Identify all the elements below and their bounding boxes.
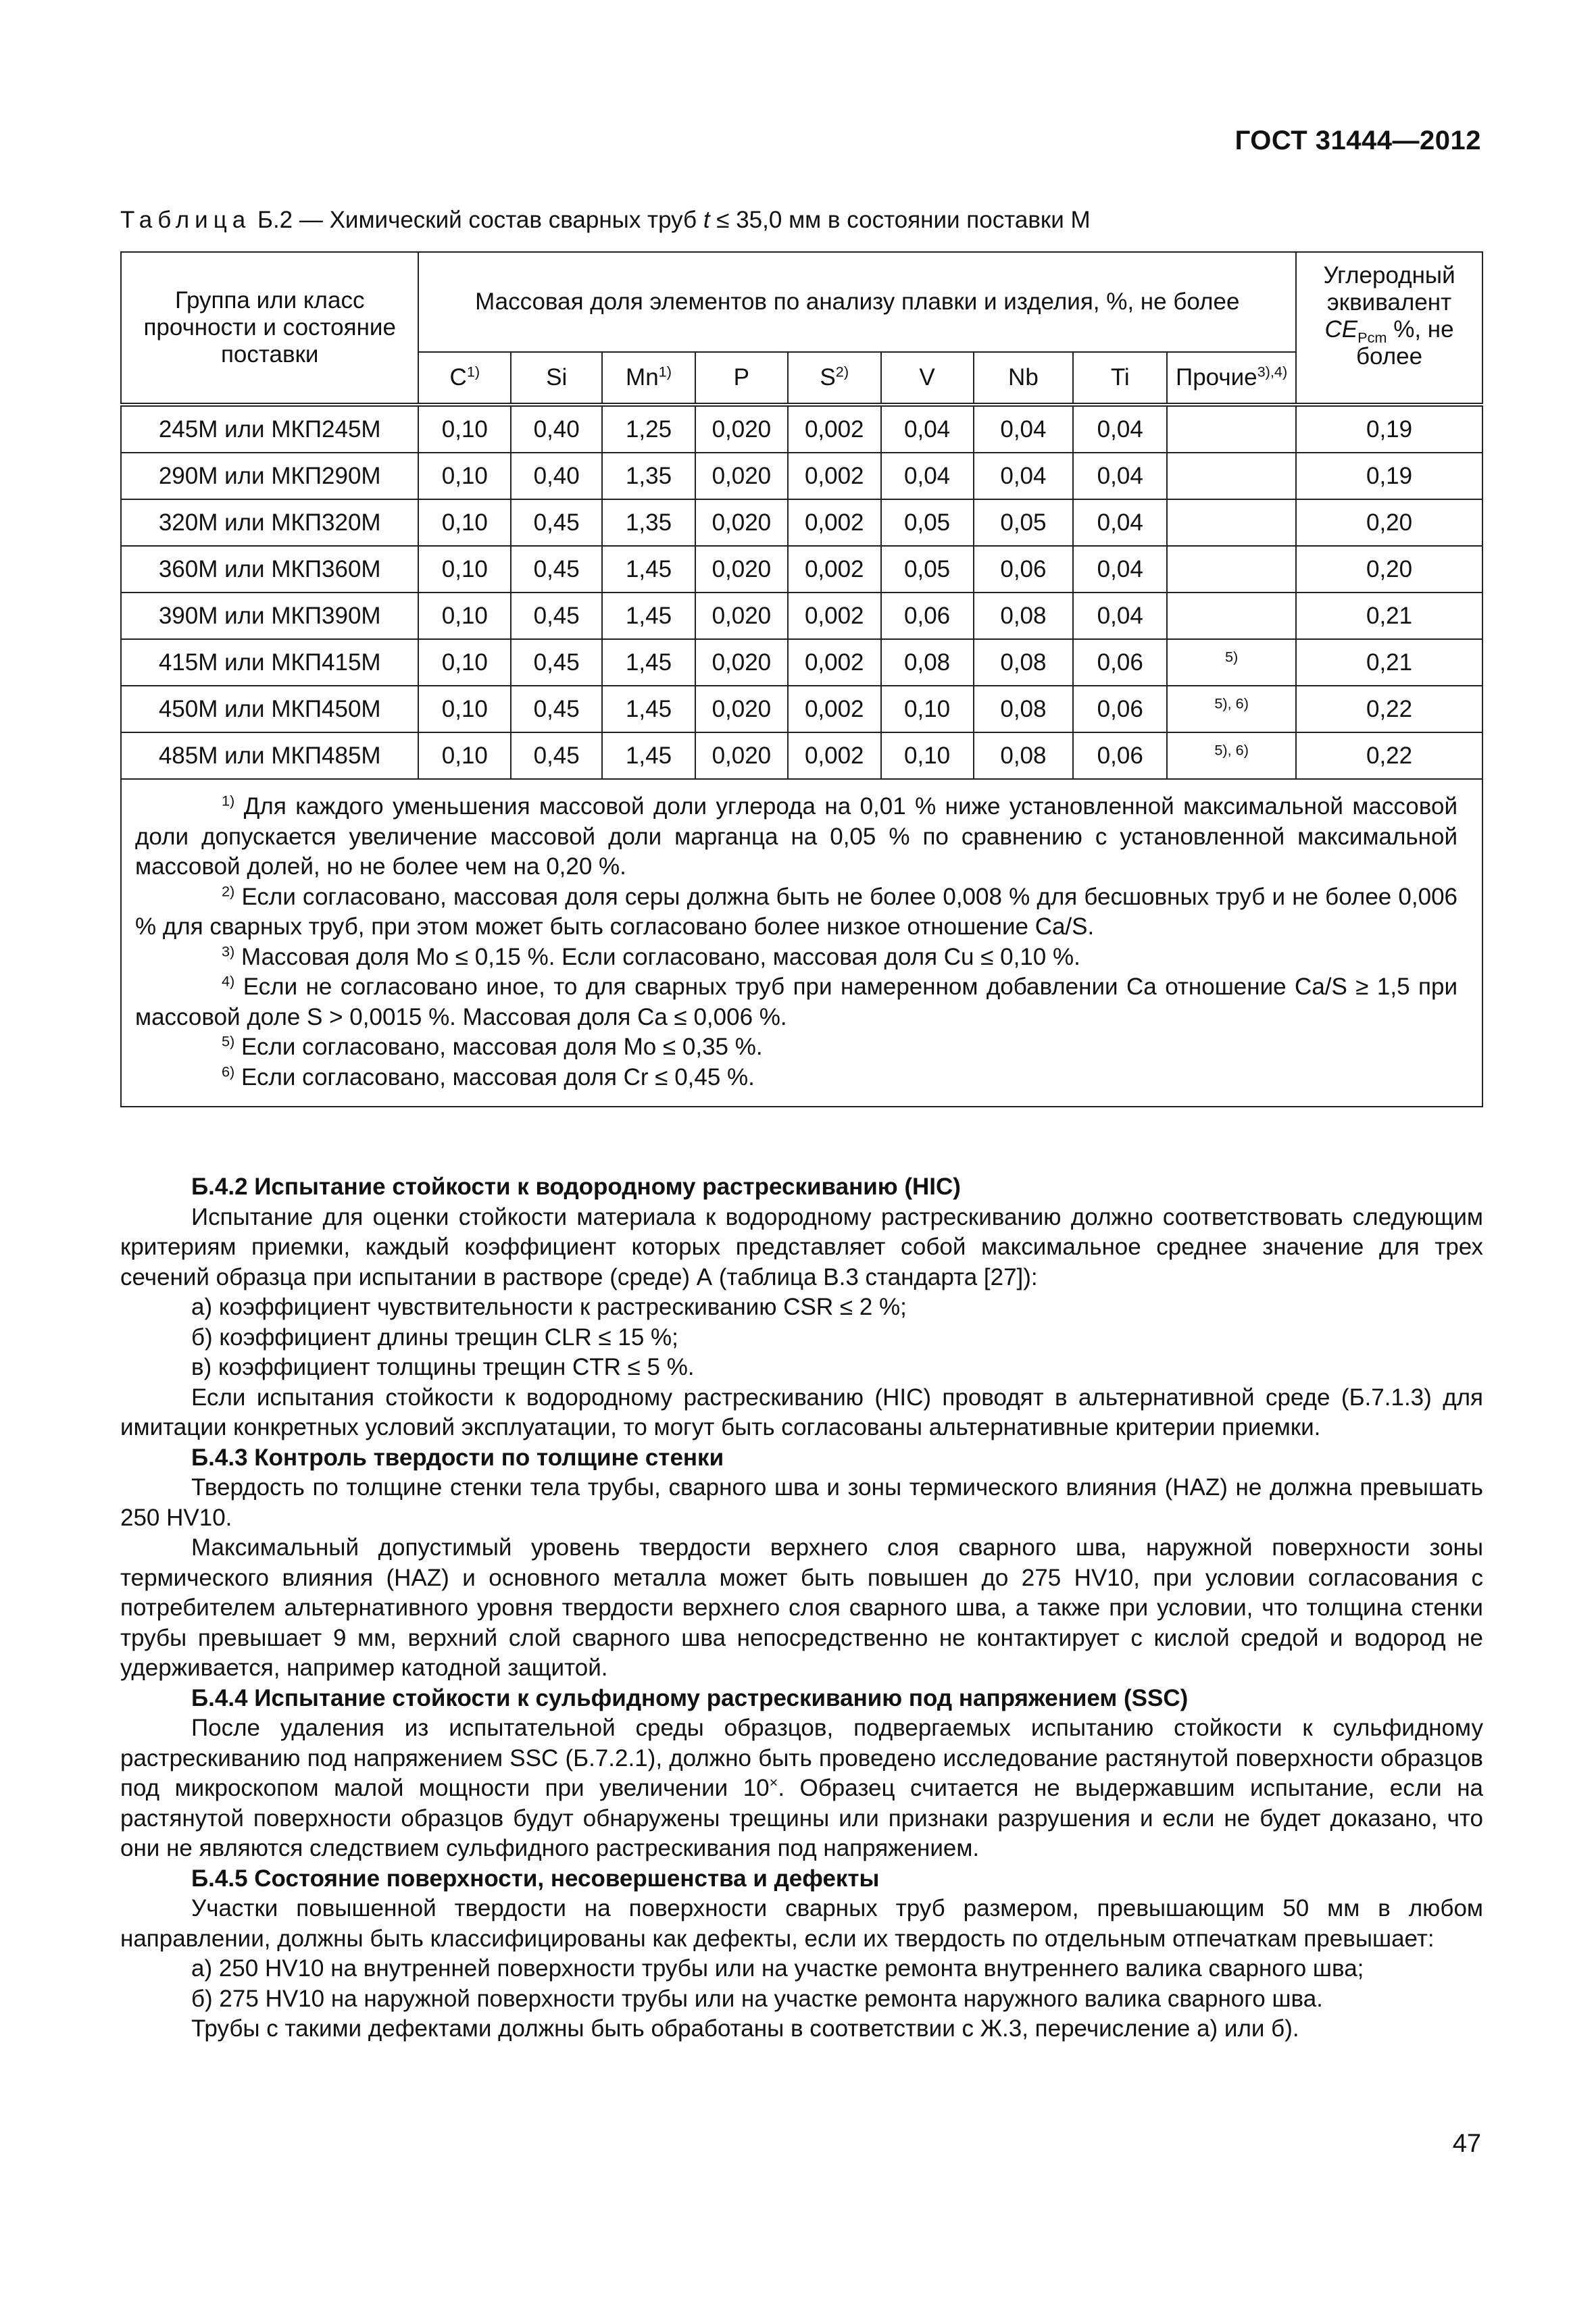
section-heading-b42: Б.4.2 Испытание стойкости к водородному растрескиванию (HIC) — [191, 1174, 961, 1200]
cell-mn: 1,35 — [602, 453, 695, 499]
cell-group: 415М или МКП415М — [121, 639, 418, 686]
cell-mn: 1,45 — [602, 546, 695, 593]
cell-s: 0,002 — [788, 499, 881, 546]
caption-text: Б.2 — Химический состав сварных труб — [257, 207, 697, 233]
paragraph: Участки повышенной твердости на поверхности сварных труб размером, превышающим 50 мм в любом направлении, должны быть классифицированы как дефекты, если их твердость по отдельным отпечаткам превышает: — [120, 1895, 1483, 1952]
caption-rest: ≤ 35,0 мм в состоянии поставки М — [709, 207, 1091, 233]
element-note: 1) — [658, 363, 672, 380]
header-element — [881, 352, 974, 405]
note-text: Для каждого уменьшения массовой доли углерода на 0,01 % ниже установленной максимальной массовой доли допускается увеличение массовой доли марганца на 0,05 % по сравнению с установленной максимальной массовой долей, но не более чем на 0,20 %. — [135, 793, 1457, 880]
page-number: 47 — [1452, 2130, 1481, 2158]
header-element — [788, 352, 881, 405]
table-row — [121, 732, 1482, 779]
header-element — [974, 352, 1074, 405]
cell-group: 360М или МКП360М — [121, 546, 418, 593]
paragraph — [120, 1713, 1483, 1864]
element-note: 2) — [835, 363, 849, 380]
cell-si: 0,45 — [511, 499, 602, 546]
cell-ti: 0,04 — [1073, 593, 1167, 639]
cell-other — [1167, 453, 1296, 499]
section-heading-b43: Б.4.3 Контроль твердости по толщине стенки — [191, 1444, 724, 1471]
cell-nb: 0,08 — [974, 639, 1074, 686]
paragraph: Если испытания стойкости к водородному растрескиванию (HIC) проводят в альтернативной среде (Б.7.1.3) для имитации конкретных условий эксплуатации, то могут быть согласованы альтернативные критерии приемки. — [120, 1384, 1483, 1440]
note-text: Если не согласовано иное, то для сварных труб при намеренном добавлении Ca отношение Ca/S ≥ 1,5 при массовой доле S > 0,0015 %. Массовая доля Ca ≤ 0,006 %. — [135, 974, 1457, 1030]
caption-prefix: Таблица — [120, 207, 251, 233]
cell-mn: 1,45 — [602, 732, 695, 779]
cell-group: 390М или МКП390М — [121, 593, 418, 639]
cell-other — [1167, 686, 1296, 732]
section-heading-b45: Б.4.5 Состояние поверхности, несовершенства и дефекты — [191, 1865, 880, 1892]
list-item: а) коэффициент чувствительности к растрескиванию CSR ≤ 2 %; — [191, 1294, 907, 1320]
cell-group: 245М или МКП245М — [121, 405, 418, 453]
ce-sub: Pcm — [1357, 329, 1387, 346]
text-part: . Образец считается не выдержавшим испытание, если на растянутой поверхности образцов будут обнаружены трещины или признаки разрушения и если не будет доказано, что они не являются следствием сульфидного растрескивания под напряжением. — [120, 1775, 1484, 1861]
cell-mn: 1,45 — [602, 639, 695, 686]
cell-ti: 0,04 — [1073, 499, 1167, 546]
section-heading-b44: Б.4.4 Испытание стойкости к сульфидному растрескиванию под напряжением (SSC) — [191, 1684, 1189, 1711]
element-name: S — [820, 364, 836, 391]
paragraph: Твердость по толщине стенки тела трубы, сварного шва и зоны термического влияния (HAZ) не должна превышать 250 HV10. — [120, 1474, 1483, 1531]
element-note: 3),4) — [1257, 363, 1288, 380]
cell-s: 0,002 — [788, 593, 881, 639]
cell-s: 0,002 — [788, 686, 881, 732]
cell-ce: 0,19 — [1296, 453, 1482, 499]
table-row — [121, 546, 1482, 593]
cell-mn: 1,45 — [602, 686, 695, 732]
cell-s: 0,002 — [788, 453, 881, 499]
cell-s: 0,002 — [788, 405, 881, 453]
cell-nb: 0,04 — [974, 453, 1074, 499]
element-note: 1) — [466, 363, 480, 380]
list-item: а) 250 HV10 на внутренней поверхности трубы или на участке ремонта внутреннего валика сварного шва; — [191, 1955, 1364, 1982]
other-note: 5), 6) — [1214, 740, 1249, 758]
cell-other — [1167, 499, 1296, 546]
element-name: Si — [546, 364, 568, 391]
other-note: 5) — [1224, 647, 1239, 665]
body-text — [120, 1172, 1483, 2044]
note-text: Массовая доля Mo ≤ 0,15 %. Если согласовано, массовая доля Cu ≤ 0,10 %. — [234, 943, 1080, 970]
chemical-composition-table — [120, 251, 1483, 1107]
note-text: Если согласовано, массовая доля серы должна быть не более 0,008 % для бесшовных труб и не более 0,006 % для сварных труб, при этом может быть согласовано более низкое отношение Ca/S. — [135, 883, 1457, 940]
cell-v: 0,06 — [881, 593, 974, 639]
cell-si: 0,40 — [511, 453, 602, 499]
cell-v: 0,05 — [881, 499, 974, 546]
caption-t: t — [703, 207, 710, 233]
element-name: P — [733, 364, 750, 391]
cell-group: 450М или МКП450М — [121, 686, 418, 732]
cell-ti: 0,04 — [1073, 453, 1167, 499]
cell-v: 0,10 — [881, 732, 974, 779]
note-mark: 6) — [222, 1062, 235, 1080]
element-name: Прочие — [1176, 364, 1257, 391]
cell-ce: 0,21 — [1296, 593, 1482, 639]
cell-other — [1167, 732, 1296, 779]
cell-other — [1167, 405, 1296, 453]
cell-c: 0,10 — [418, 546, 511, 593]
cell-ti: 0,06 — [1073, 639, 1167, 686]
paragraph: Трубы с такими дефектами должны быть обработаны в соответствии с Ж.3, перечисление а) или б). — [191, 2015, 1299, 2042]
cell-group: 320М или МКП320М — [121, 499, 418, 546]
cell-c: 0,10 — [418, 639, 511, 686]
ce-label-2: %, не более — [1355, 316, 1454, 370]
cell-p: 0,020 — [695, 639, 788, 686]
header-element — [1167, 352, 1296, 405]
note-mark: 4) — [222, 972, 235, 990]
table-note — [135, 792, 1457, 882]
list-item: в) коэффициент толщины трещин CTR ≤ 5 %. — [191, 1354, 695, 1380]
cell-nb: 0,08 — [974, 686, 1074, 732]
paragraph: Максимальный допустимый уровень твердости верхнего слоя сварного шва, наружной поверхности зоны термического влияния (HAZ) и основного металла может быть повышен до 275 HV10, при условии согласования с потребителем альтернативного уровня твердости верхнего слоя сварного шва, а также при условии, что толщина стенки трубы превышает 9 мм, верхний слой сварного шва непосредственно не контактирует с кислой средой и водород не удерживается, например катодной защитой. — [120, 1534, 1483, 1681]
cell-v: 0,08 — [881, 639, 974, 686]
cell-c: 0,10 — [418, 732, 511, 779]
cell-ti: 0,04 — [1073, 546, 1167, 593]
element-name: Nb — [1008, 364, 1039, 391]
ce-label-1: Углеродный эквивалент — [1323, 262, 1455, 316]
cell-c: 0,10 — [418, 593, 511, 639]
note-text: Если согласовано, массовая доля Cr ≤ 0,45 %. — [234, 1063, 755, 1090]
header-element — [418, 352, 511, 405]
note-text: Если согласовано, массовая доля Mo ≤ 0,35 %. — [234, 1034, 763, 1060]
table-row — [121, 639, 1482, 686]
note-mark: 1) — [222, 792, 235, 809]
cell-p: 0,020 — [695, 453, 788, 499]
text-part: После удаления из испытательной среды образцов, подвергаемых испытанию стойкости к сульфидному растрескиванию под напряжением SSC (Б.7.2.1), должно быть проведено исследование растянутой поверхности образцов под микроскопом малой мощности при увеличении 10 — [120, 1715, 1483, 1801]
note-mark: 5) — [222, 1032, 235, 1050]
element-name: C — [449, 364, 467, 391]
table-row — [121, 593, 1482, 639]
cell-v: 0,04 — [881, 405, 974, 453]
magnification-sup: × — [769, 1774, 778, 1791]
table-row — [121, 405, 1482, 453]
cell-p: 0,020 — [695, 732, 788, 779]
cell-p: 0,020 — [695, 546, 788, 593]
cell-nb: 0,06 — [974, 546, 1074, 593]
table-note — [135, 942, 1457, 973]
cell-si: 0,45 — [511, 639, 602, 686]
cell-nb: 0,05 — [974, 499, 1074, 546]
table-note — [135, 972, 1457, 1032]
header-element — [511, 352, 602, 405]
cell-ti: 0,06 — [1073, 686, 1167, 732]
cell-ce: 0,19 — [1296, 405, 1482, 453]
table-row — [121, 453, 1482, 499]
cell-group: 290М или МКП290М — [121, 453, 418, 499]
cell-s: 0,002 — [788, 546, 881, 593]
other-note: 5), 6) — [1214, 694, 1249, 711]
cell-ce: 0,22 — [1296, 686, 1482, 732]
cell-mn: 1,25 — [602, 405, 695, 453]
header-mass-fraction: Массовая доля элементов по анализу плавки и изделия, %, не более — [418, 252, 1296, 352]
element-name: Mn — [626, 364, 659, 391]
cell-ce: 0,20 — [1296, 546, 1482, 593]
note-mark: 3) — [222, 942, 235, 959]
table-notes-row — [121, 779, 1482, 1107]
table-note — [135, 1063, 1457, 1093]
cell-ti: 0,06 — [1073, 732, 1167, 779]
header-element — [602, 352, 695, 405]
paragraph: Испытание для оценки стойкости материала к водородному растрескиванию должно соответствовать следующим критериям приемки, каждый коэффициент которых представляет собой максимальное среднее значение для трех сечений образца при испытании в растворе (среде) А (таблица В.3 стандарта [27]): — [120, 1203, 1483, 1290]
cell-si: 0,45 — [511, 732, 602, 779]
document-code: ГОСТ 31444—2012 — [1235, 126, 1481, 155]
cell-other — [1167, 546, 1296, 593]
cell-si: 0,45 — [511, 593, 602, 639]
cell-ti: 0,04 — [1073, 405, 1167, 453]
table-row — [121, 499, 1482, 546]
table-caption — [120, 207, 1091, 234]
cell-c: 0,10 — [418, 499, 511, 546]
cell-si: 0,40 — [511, 405, 602, 453]
cell-nb: 0,08 — [974, 732, 1074, 779]
cell-nb: 0,08 — [974, 593, 1074, 639]
list-item: б) 275 HV10 на наружной поверхности трубы или на участке ремонта наружного валика сварного шва. — [191, 1985, 1323, 2012]
ce-symbol: CE — [1324, 316, 1358, 343]
cell-group: 485М или МКП485М — [121, 732, 418, 779]
cell-ce: 0,22 — [1296, 732, 1482, 779]
cell-v: 0,04 — [881, 453, 974, 499]
table-note — [135, 882, 1457, 942]
cell-mn: 1,35 — [602, 499, 695, 546]
cell-ce: 0,21 — [1296, 639, 1482, 686]
header-carbon-equivalent — [1296, 252, 1482, 405]
table-note — [135, 1032, 1457, 1063]
cell-c: 0,10 — [418, 686, 511, 732]
cell-other — [1167, 593, 1296, 639]
cell-p: 0,020 — [695, 686, 788, 732]
cell-s: 0,002 — [788, 639, 881, 686]
header-group: Группа или класс прочности и состояние поставки — [121, 252, 418, 405]
cell-nb: 0,04 — [974, 405, 1074, 453]
cell-p: 0,020 — [695, 405, 788, 453]
note-mark: 2) — [222, 882, 235, 899]
cell-p: 0,020 — [695, 499, 788, 546]
cell-c: 0,10 — [418, 405, 511, 453]
cell-s: 0,002 — [788, 732, 881, 779]
header-element — [695, 352, 788, 405]
cell-si: 0,45 — [511, 546, 602, 593]
cell-v: 0,10 — [881, 686, 974, 732]
table-row — [121, 686, 1482, 732]
cell-si: 0,45 — [511, 686, 602, 732]
table-notes — [121, 779, 1482, 1107]
cell-p: 0,020 — [695, 593, 788, 639]
cell-c: 0,10 — [418, 453, 511, 499]
element-name: Ti — [1110, 364, 1130, 391]
header-element — [1073, 352, 1167, 405]
cell-ce: 0,20 — [1296, 499, 1482, 546]
cell-other — [1167, 639, 1296, 686]
list-item: б) коэффициент длины трещин CLR ≤ 15 %; — [191, 1324, 678, 1351]
element-name: V — [919, 364, 935, 391]
cell-mn: 1,45 — [602, 593, 695, 639]
cell-v: 0,05 — [881, 546, 974, 593]
